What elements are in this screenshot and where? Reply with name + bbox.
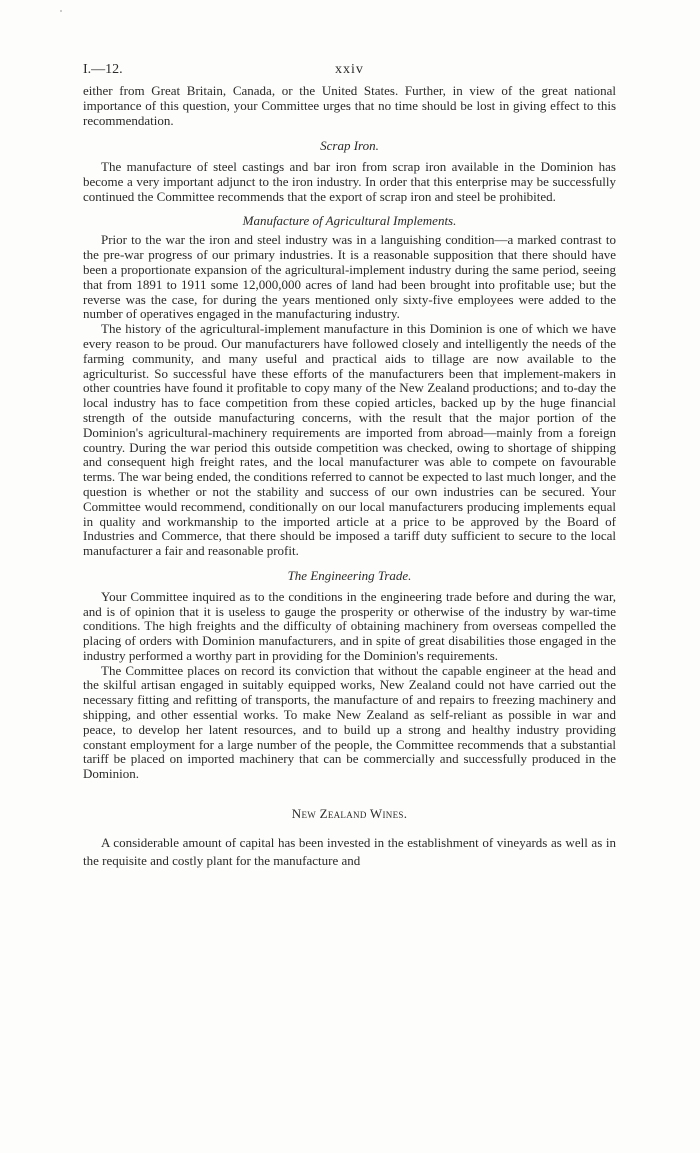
page-number: xxiv (335, 62, 364, 77)
engineering-paragraph-1: Your Committee inquired as to the conditions in the engineering trade before and during the war, and is of opinion that it is useless to gauge the prosperity or otherwise of the industry by war-time conditions. The high freights and the difficulty of obtaining machinery from overseas compelled the placing of orders with Dominion manufacturers, and in spite of great disabilities those engaged in the industry performed a worthy part in providing for the Dominion's requirements. (83, 588, 616, 663)
intro-paragraph: either from Great Britain, Canada, or the United States. Further, in view of the great national importance of this question, your Committee urges that no time should be lost in giving effect to this recommendation. (83, 83, 616, 128)
wines-paragraph: A considerable amount of capital has been invested in the establishment of vineyards as well as in the requisite and costly plant for the manufacture and (83, 834, 616, 868)
scan-speck (60, 10, 62, 12)
section-heading-new-zealand-wines: New Zealand Wines. (291, 806, 408, 822)
section-heading-scrap-iron: Scrap Iron. (320, 138, 379, 154)
section-heading-agricultural-implements: Manufacture of Agricultural Implements. (242, 212, 457, 228)
scrap-iron-paragraph: The manufacture of steel castings and bar iron from scrap iron available in the Dominion has become a very important adjunct to the iron industry. In order that this enterprise may be successfully continued the Committee recommends that the export of scrap iron and steel be prohibited. (83, 159, 616, 204)
document-reference: I.—12. (83, 62, 123, 77)
agricultural-paragraph-2: The history of the agricultural-implement manufacture in this Dominion is one of which we have every reason to be proud. Our manufacturers have followed closely and intelligently the needs of the farming community, and many useful and practical aids to tillage are now available to the agriculturist. So successful have these efforts of the manufacturers been that implement-makers in other countries have found it profitable to copy many of the New Zealand productions; and to-day the local industry has to face competition from these copied articles, backed up by the huge financial strength of the outside manufacturing concerns, with the result that the major portion of the Dominion's agricultural-machinery requirements are imported from abroad—mainly from a foreign country. During the war period this outside competition was checked, owing to shortage of shipping and consequent high freight rates, and the local manufacturer was able to compete on favourable terms. The war being ended, the conditions referred to cannot be expected to last much longer, and the question is whether or not the stability and success of our own industries can be secured. Your Committee would recommend, conditionally on our local manufacturers producing implements equal in quality and workmanship to the imported article at a price to be approved by the Board of Industries and Commerce, that there should be imposed a tariff duty sufficient to secure to the local manufacturer a fair and reasonable profit. (83, 321, 616, 559)
page-header (83, 62, 616, 84)
section-heading-engineering-trade: The Engineering Trade. (287, 567, 412, 583)
engineering-paragraph-2: The Committee places on record its conviction that without the capable engineer at the head and the skilful artisan engaged in suitably equipped works, New Zealand could not have carried out the necessary fitting and refitting of transports, the manufacture of and repairs to freezing machinery and shipping, and other essential works. To make New Zealand as self-reliant as possible in war and peace, to develop her latent resources, and to build up a strong and healthy industry providing constant employment for a large number of the people, the Committee recommends that a substantial tariff be placed on imported machinery that can be commercially and successfully produced in the Dominion. (83, 662, 616, 782)
agricultural-paragraph-1: Prior to the war the iron and steel industry was in a languishing condition—a marked contrast to the pre-war progress of our primary industries. It is a reasonable supposition that there should have been a proportionate expansion of the agricultural-implement industry during the same period, seeing that from 1891 to 1911 some 12,000,000 acres of land had been brought into profitable use; but the reverse was the case, for during the years mentioned only sixty-five employees were added to the number of operatives engaged in the manufacturing industry. (83, 232, 616, 322)
document-page (83, 62, 616, 870)
